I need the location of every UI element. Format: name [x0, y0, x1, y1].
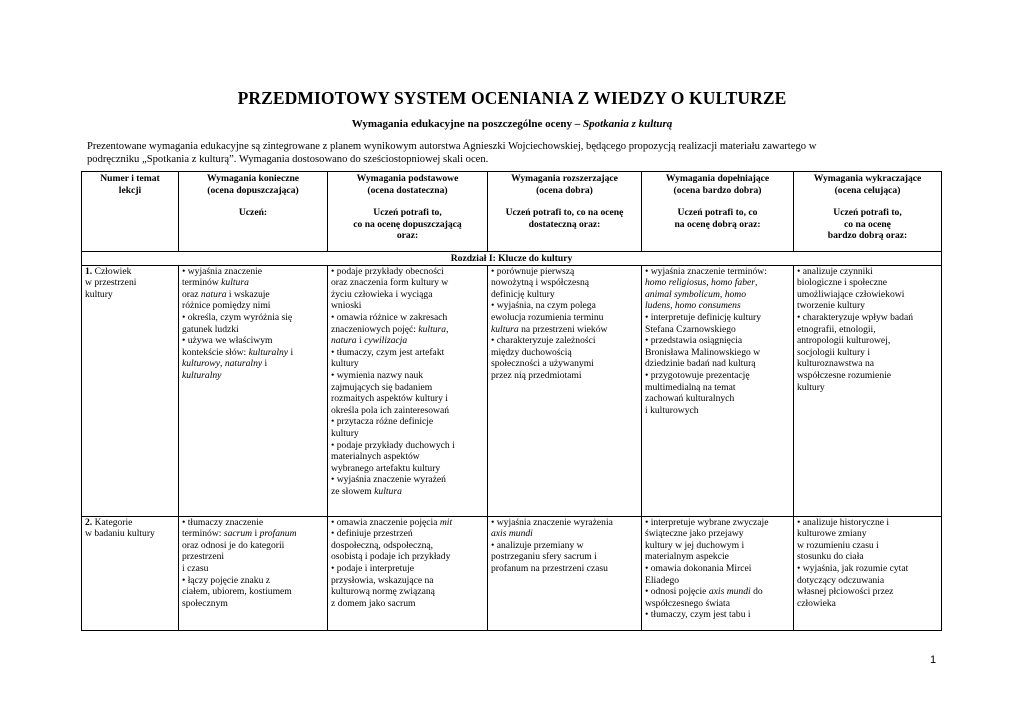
cell-line: ze słowem kultura: [331, 485, 402, 497]
header-podstawowe: [328, 172, 488, 252]
cell-line: zajmujących się badaniem: [331, 381, 433, 393]
cell-line: materialnym aspekcie: [645, 551, 729, 563]
requirements-table: [81, 171, 942, 631]
cell-line: • charakteryzuje wpływ badań: [797, 311, 914, 323]
header-line: dostateczną oraz:: [528, 218, 601, 230]
header-line: Uczeń potrafi to, co na ocenę: [505, 207, 624, 219]
cell-line: • używa we właściwym: [182, 335, 273, 347]
cell-line: materialnych aspektów: [331, 451, 420, 463]
cell-line: • przedstawia osiągnięcia: [645, 335, 743, 347]
cell-line: postrzeganiu sfery sacrum i: [491, 551, 597, 563]
cell-line: • interpretuje wybrane zwyczaje: [645, 516, 769, 528]
header-konieczne: [179, 172, 328, 252]
cell-line: Bronisława Malinowskiego w: [645, 346, 761, 358]
cell-line: • tłumaczy znaczenie: [182, 516, 264, 528]
cell-lesson: [82, 265, 179, 516]
cell-line: kultury: [331, 358, 359, 370]
header-line: (ocena celująca): [834, 184, 901, 196]
cell-line: kulturowy, naturalny i: [182, 358, 268, 370]
table-row: [82, 265, 942, 516]
cell-line: osobistą i podaje ich przykłady: [331, 551, 451, 563]
intro-paragraph: [87, 141, 932, 166]
cell-line: człowieka: [797, 597, 836, 609]
header-line: Wymagania rozszerzające: [511, 173, 618, 184]
document-subtitle: [0, 118, 1024, 130]
cell-podstawowe: [328, 265, 488, 516]
table-header-row: [82, 172, 942, 252]
cell-wykraczajace: [794, 265, 942, 516]
cell-line: oraz znaczenia form kultury w: [331, 277, 449, 289]
cell-line: stosunku do ciała: [797, 551, 864, 563]
cell-line: ewolucja rozumienia terminu: [491, 311, 604, 323]
cell-line: w badaniu kultury: [85, 528, 155, 540]
header-line: (ocena dostateczna): [367, 184, 448, 196]
cell-line: • przygotowuje prezentację: [645, 369, 750, 381]
cell-line: życiu człowieka i wyciąga: [331, 288, 433, 300]
cell-line: profanum na przestrzeni czasu: [491, 562, 608, 574]
cell-dopelniajace: [642, 516, 794, 630]
cell-line: gatunek ludzki: [182, 323, 239, 335]
cell-line: • określa, czym wyróżnia się: [182, 311, 293, 323]
cell-line: kulturoznawstwa na: [797, 358, 874, 370]
header-lesson: [82, 172, 179, 252]
cell-line: biologiczne i społeczne: [797, 277, 888, 289]
cell-line: • przytacza różne definicje: [331, 416, 434, 428]
cell-line: • charakteryzuje zależności: [491, 335, 596, 347]
header-line: Wymagania wykraczające: [813, 173, 922, 184]
cell-line: axis mundi: [491, 528, 533, 540]
cell-line: kultury: [797, 381, 825, 393]
cell-line: • tłumaczy, czym jest artefakt: [331, 346, 445, 358]
subtitle-book-title: Spotkania z kulturą: [582, 118, 673, 130]
cell-dopelniajace: [642, 265, 794, 516]
cell-line: terminów kultura: [182, 277, 249, 289]
header-line: lekcji: [118, 184, 142, 196]
cell-line: dziedzinie badań nad kulturą: [645, 358, 756, 370]
cell-line: zachowań kulturalnych: [645, 393, 735, 405]
cell-line: animal symbolicum, homo: [645, 288, 747, 300]
cell-line: natura i cywilizacja: [331, 335, 408, 347]
cell-line: kultura na przestrzeni wieków: [491, 323, 608, 335]
cell-line: między duchowością: [491, 346, 572, 358]
cell-line: rozmaitych aspektów kultury i: [331, 393, 448, 405]
cell-line: • podaje przykłady obecności: [331, 265, 444, 277]
cell-line: wybranego artefaktu kultury: [331, 462, 441, 474]
header-line: Wymagania dopełniające: [665, 173, 770, 184]
header-line: Uczeń potrafi to,: [833, 207, 902, 219]
cell-wykraczajace: [794, 516, 942, 630]
header-line: Uczeń:: [238, 207, 268, 219]
cell-line: określa pola ich zainteresowań: [331, 404, 450, 416]
cell-line: oraz natura i wskazuje: [182, 288, 270, 300]
cell-line: kontekście słów: kulturalny i: [182, 346, 294, 358]
cell-line: dospołeczną, odspołeczną,: [331, 539, 434, 551]
header-line: (ocena dobra): [536, 184, 593, 196]
cell-line: • wyjaśnia, na czym polega: [491, 300, 596, 312]
cell-rozszerzajace: [488, 265, 642, 516]
header-line: Wymagania konieczne: [206, 173, 300, 184]
cell-line: świąteczne jako przejawy: [645, 528, 744, 540]
cell-line: • odnosi pojęcie axis mundi do: [645, 586, 763, 598]
cell-line: oraz odnosi je do kategorii: [182, 539, 285, 551]
cell-rozszerzajace: [488, 516, 642, 630]
cell-line: • wyjaśnia znaczenie terminów:: [645, 265, 767, 277]
cell-podstawowe: [328, 516, 488, 630]
header-rozszerzajace: [488, 172, 642, 252]
cell-line: • omawia różnice w zakresach: [331, 311, 448, 323]
page-number: 1: [930, 654, 937, 666]
cell-line: • porównuje pierwszą: [491, 265, 575, 277]
header-wykraczajace: [794, 172, 942, 252]
cell-line: • interpretuje definicję kultury: [645, 311, 762, 323]
cell-line: • analizuje historyczne i: [797, 516, 890, 528]
header-line: Uczeń potrafi to, co: [677, 207, 758, 219]
cell-konieczne: [179, 265, 328, 516]
cell-line: znaczeniowych pojęć: kultura,: [331, 323, 449, 335]
cell-line: przestrzeni: [182, 551, 225, 563]
cell-line: kulturalny: [182, 369, 222, 381]
cell-line: kultury: [85, 288, 113, 300]
cell-line: multimedialną na temat: [645, 381, 736, 393]
cell-lesson: [82, 516, 179, 630]
cell-line: definicję kultury: [491, 288, 555, 300]
cell-line: • wyjaśnia znaczenie wyrażeń: [331, 474, 446, 486]
cell-line: społecznym: [182, 597, 228, 609]
cell-line: • analizuje czynniki: [797, 265, 873, 277]
subtitle-text: Wymagania edukacyjne na poszczególne oceny –: [351, 118, 583, 130]
cell-line: • omawia dokonania Mircei: [645, 562, 752, 574]
cell-line: socjologii kultury i: [797, 346, 871, 358]
cell-line: i czasu: [182, 562, 209, 574]
cell-line: • wyjaśnia znaczenie wyrażenia: [491, 516, 613, 528]
cell-line: homo religiosus, homo faber,: [645, 277, 758, 289]
cell-line: własnej płciowości przez: [797, 586, 894, 598]
cell-line: • analizuje przemiany w: [491, 539, 584, 551]
header-line: (ocena dopuszczająca): [207, 184, 299, 196]
section-title: Rozdział I: Klucze do kultury: [82, 252, 942, 266]
header-line: Wymagania podstawowe: [356, 173, 459, 184]
cell-line: i kulturowych: [645, 404, 699, 416]
table-row: [82, 516, 942, 630]
header-line: na ocenę dobrą oraz:: [674, 218, 761, 230]
header-line: Numer i temat: [100, 173, 160, 184]
cell-line: antropologii kulturowej,: [797, 335, 891, 347]
header-line: co na ocenę: [844, 218, 891, 230]
cell-line: 2. Kategorie: [85, 516, 133, 528]
cell-konieczne: [179, 516, 328, 630]
section-row: [82, 252, 942, 266]
cell-line: Stefana Czarnowskiego: [645, 323, 736, 335]
cell-line: kulturowe zmiany: [797, 528, 867, 540]
header-dopelniajace: [642, 172, 794, 252]
cell-line: ciałem, ubiorem, kostiumem: [182, 586, 292, 598]
cell-line: • wyjaśnia, jak rozumie cytat: [797, 562, 909, 574]
cell-line: dotyczący odczuwania: [797, 574, 885, 586]
cell-line: • podaje przykłady duchowych i: [331, 439, 455, 451]
cell-line: • definiuje przestrzeń: [331, 528, 413, 540]
cell-line: 1. Człowiek: [85, 265, 132, 277]
cell-line: etnografii, etnologii,: [797, 323, 876, 335]
cell-line: w rozumieniu czasu i: [797, 539, 879, 551]
cell-line: społeczności a używanymi: [491, 358, 594, 370]
cell-line: • wyjaśnia znaczenie: [182, 265, 263, 277]
cell-line: kultury w jej duchowym i: [645, 539, 745, 551]
cell-line: • omawia znaczenie pojęcia mit: [331, 516, 453, 528]
header-line: Uczeń potrafi to,: [373, 207, 442, 219]
cell-line: • wymienia nazwy nauk: [331, 369, 424, 381]
intro-line: Prezentowane wymagania edukacyjne są zintegrowane z planem wynikowym autorstwa Agnieszki Wojciechowskiej, będącego propozycją realizacji materiału zawartego w: [87, 141, 817, 152]
header-line: oraz:: [396, 230, 419, 242]
cell-line: kulturową normę związaną: [331, 586, 435, 598]
cell-line: • tłumaczy, czym jest tabu i: [645, 609, 751, 621]
cell-line: współczesnego świata: [645, 597, 730, 609]
page-title: PRZEDMIOTOWY SYSTEM OCENIANIA Z WIEDZY O KULTURZE: [237, 88, 787, 108]
cell-line: nowożytną i współczesną: [491, 277, 590, 289]
cell-line: umożliwiające człowiekowi: [797, 288, 905, 300]
cell-line: przysłowia, wskazujące na: [331, 574, 434, 586]
header-line: (ocena bardzo dobra): [673, 184, 762, 196]
intro-line: podręczniku „Spotkania z kulturą”. Wymagania dostosowano do sześciostopniowej skali ocen.: [87, 153, 489, 165]
cell-line: terminów: sacrum i profanum: [182, 528, 297, 540]
cell-line: tworzenie kultury: [797, 300, 865, 312]
cell-line: kultury: [331, 427, 359, 439]
cell-line: Eliadego: [645, 574, 680, 586]
cell-line: w przestrzeni: [85, 277, 137, 289]
cell-line: różnice pomiędzy nimi: [182, 300, 271, 312]
header-line: co na ocenę dopuszczającą: [353, 218, 462, 230]
cell-line: • podaje i interpretuje: [331, 562, 415, 574]
cell-line: • łączy pojęcie znaku z: [182, 574, 271, 586]
cell-line: wnioski: [331, 300, 362, 312]
cell-line: przez nią przedmiotami: [491, 369, 582, 381]
cell-line: z domem jako sacrum: [331, 597, 416, 609]
cell-line: ludens, homo consumens: [645, 300, 741, 312]
cell-line: współczesne rozumienie: [797, 369, 892, 381]
header-line: bardzo dobrą oraz:: [827, 230, 908, 242]
